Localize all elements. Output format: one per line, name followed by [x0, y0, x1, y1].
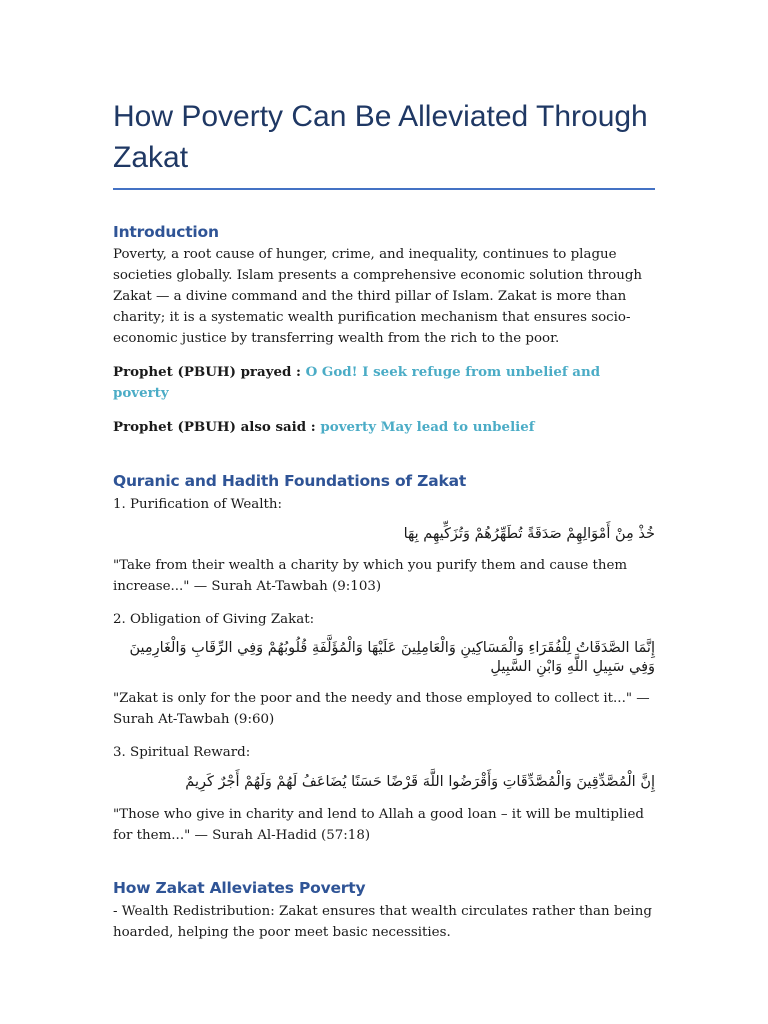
document-title: How Poverty Can Be Alleviated Through Zakat: [113, 100, 648, 174]
title-underline: [113, 188, 655, 190]
prophet-saying-line: [113, 417, 655, 438]
saying-label: Prophet (PBUH) also said :: [113, 419, 321, 435]
foundation-item-label: 2. Obligation of Giving Zakat:: [113, 612, 315, 627]
arabic-verse: إِنَّ الْمُصَّدِّقِينَ وَالْمُصَّدِّقَاتِ وَأَقْرَضُوا اللَّهَ قَرْضًا حَسَنًا يُضَاعَفُ لَهُمْ وَلَهُمْ أَجْرٌ كَرِيمٌ: [185, 774, 655, 790]
saying-text: poverty May lead to unbelief: [320, 419, 535, 435]
verse-translation: "Zakat is only for the poor and the needy and those employed to collect it..." — Surah At-Tawbah (9:60): [113, 691, 650, 727]
prayer-text: O God! I seek refuge from unbelief and poverty: [113, 364, 601, 401]
section-heading-foundations: Quranic and Hadith Foundations of Zakat: [113, 472, 467, 490]
prayer-label: Prophet (PBUH) prayed :: [113, 364, 306, 380]
prophet-prayer-line: [113, 362, 655, 404]
foundation-item-label: 1. Purification of Wealth:: [113, 497, 283, 512]
document-page: [113, 0, 655, 943]
arabic-verse: خُذْ مِنْ أَمْوَالِهِمْ صَدَقَةً تُطَهِّرُهُمْ وَتُزَكِّيهِم بِهَا: [403, 526, 655, 542]
section-heading-introduction: Introduction: [113, 223, 219, 241]
arabic-verse: إِنَّمَا الصَّدَقَاتُ لِلْفُقَرَاءِ وَالْمَسَاكِينِ وَالْعَامِلِينَ عَلَيْهَا وَالْمُؤَلَّفَةِ قُلُوبُهُمْ وَفِي الرِّقَابِ وَالْغَارِمِينَ وَفِي سَبِيلِ اللَّهِ وَابْنِ السَّبِيلِ: [129, 640, 655, 675]
foundation-item-label: 3. Spiritual Reward:: [113, 745, 251, 760]
verse-translation: "Take from their wealth a charity by which you purify them and cause them increase..." — Surah At-Tawbah (9:103): [113, 558, 628, 594]
intro-paragraph: Poverty, a root cause of hunger, crime, and inequality, continues to plague societies globally. Islam presents a comprehensive economic solution through Zakat — a divine command and the third pillar of Islam. Zakat is more than charity; it is a systematic wealth purification mechanism that ensures socio-economic justice by transferring wealth from the rich to the poor.: [113, 247, 643, 346]
section-heading-alleviation: How Zakat Alleviates Poverty: [113, 879, 366, 897]
alleviation-bullet: - Wealth Redistribution: Zakat ensures that wealth circulates rather than being hoarded, helping the poor meet basic necessities.: [113, 904, 652, 940]
verse-translation: "Those who give in charity and lend to Allah a good loan – it will be multiplied for them..." — Surah Al-Hadid (57:18): [113, 807, 644, 843]
